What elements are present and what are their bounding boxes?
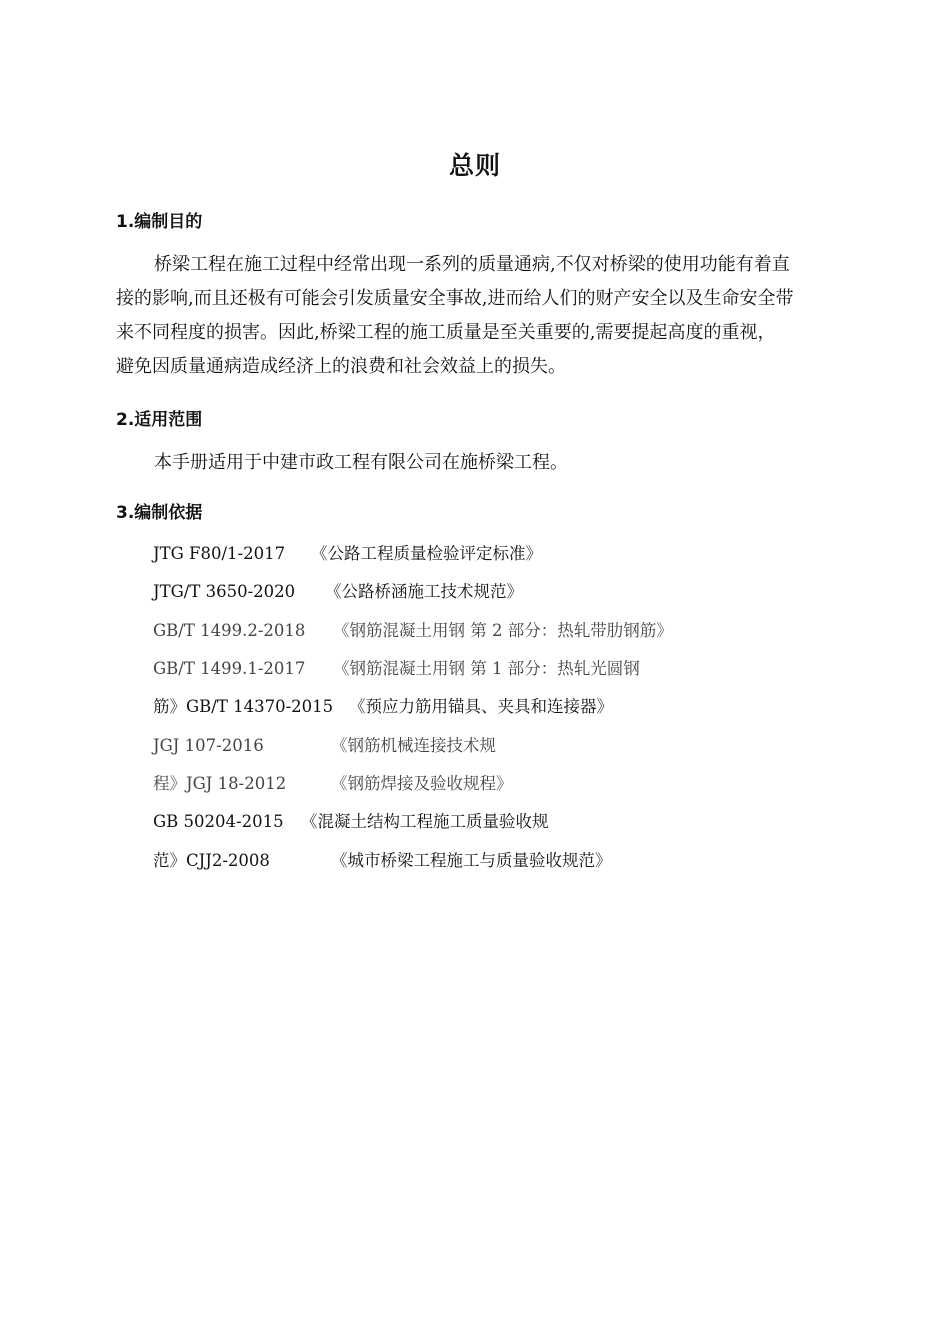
reference-code: JTG/T 3650-2020 bbox=[153, 582, 296, 601]
reference-item bbox=[153, 540, 542, 564]
reference-item bbox=[153, 617, 673, 641]
reference-code: 筋》GB/T 14370-2015 bbox=[153, 697, 334, 716]
reference-item bbox=[153, 693, 613, 717]
section-heading-purpose: 1.编制目的 bbox=[116, 212, 203, 232]
reference-title: 《钢筋混凝土用钢 第 2 部分：热轧带肋钢筋》 bbox=[333, 621, 673, 640]
section-paragraph-scope bbox=[116, 446, 846, 480]
paragraph-line: 本手册适用于中建市政工程有限公司在施桥梁工程。 bbox=[154, 452, 568, 473]
reference-code: 程》JGJ 18-2012 bbox=[153, 774, 287, 793]
reference-code: GB/T 1499.2-2018 bbox=[153, 621, 306, 640]
reference-title: 《钢筋混凝土用钢 第 1 部分：热轧光圆钢 bbox=[333, 659, 640, 678]
reference-code: GB 50204-2015 bbox=[153, 812, 284, 831]
reference-code: GB/T 1499.1-2017 bbox=[153, 659, 306, 678]
paragraph-line: 接的影响,而且还极有可能会引发质量安全事故,进而给人们的财产安全以及生命安全带 bbox=[116, 288, 794, 309]
reference-item bbox=[153, 847, 612, 871]
section-paragraph-purpose bbox=[116, 248, 846, 384]
section-heading-scope: 2.适用范围 bbox=[116, 410, 203, 430]
page-title: 总则 bbox=[448, 151, 501, 180]
reference-item bbox=[153, 732, 496, 756]
reference-title: 《钢筋机械连接技术规 bbox=[331, 736, 496, 755]
reference-item bbox=[153, 770, 513, 794]
reference-item bbox=[153, 655, 640, 679]
paragraph-line: 桥梁工程在施工过程中经常出现一系列的质量通病,不仅对桥梁的使用功能有着直 bbox=[154, 254, 790, 275]
reference-title: 《预应力筋用锚具、夹具和连接器》 bbox=[349, 697, 613, 716]
reference-title: 《钢筋焊接及验收规程》 bbox=[331, 774, 513, 793]
reference-item bbox=[153, 578, 523, 602]
reference-code: JGJ 107-2016 bbox=[153, 736, 264, 755]
reference-title: 《混凝土结构工程施工质量验收规 bbox=[301, 812, 549, 831]
reference-title: 《城市桥梁工程施工与质量验收规范》 bbox=[331, 851, 612, 870]
reference-code: JTG F80/1-2017 bbox=[153, 544, 286, 563]
section-heading-basis: 3.编制依据 bbox=[116, 503, 203, 523]
paragraph-line: 来不同程度的损害。因此,桥梁工程的施工质量是至关重要的,需要提起高度的重视， bbox=[116, 322, 776, 343]
reference-title: 《公路工程质量检验评定标准》 bbox=[311, 544, 542, 563]
reference-code: 范》CJJ2-2008 bbox=[153, 851, 270, 870]
reference-item bbox=[153, 808, 549, 832]
paragraph-line: 避免因质量通病造成经济上的浪费和社会效益上的损失。 bbox=[116, 356, 566, 377]
reference-title: 《公路桥涵施工技术规范》 bbox=[325, 582, 523, 601]
